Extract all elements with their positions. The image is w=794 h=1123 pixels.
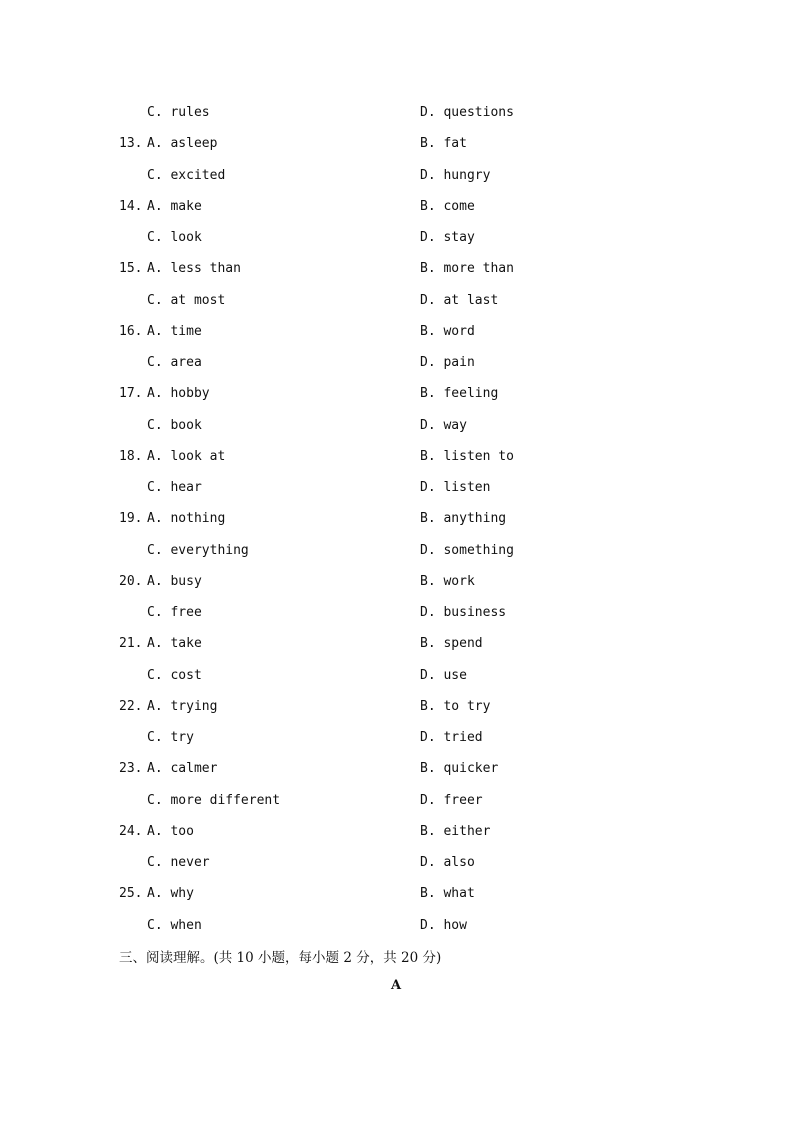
option-right: D. how (420, 917, 467, 933)
question-number: 19. (119, 511, 143, 527)
option-right: B. work (420, 573, 475, 589)
option-left: C. cost (147, 667, 202, 683)
question-option-row (0, 199, 794, 230)
option-left: C. rules (147, 105, 210, 120)
question-option-row (0, 105, 794, 136)
question-option-row (0, 324, 794, 355)
option-right: D. at last (420, 292, 499, 308)
option-right: D. stay (420, 230, 475, 245)
option-left: C. when (147, 917, 202, 933)
question-option-row (0, 824, 794, 855)
question-option-row (0, 230, 794, 261)
question-number: 16. (119, 323, 143, 339)
question-option-row (0, 386, 794, 417)
option-left: A. look at (147, 448, 226, 464)
option-right: B. anything (420, 511, 507, 527)
question-option-row (0, 886, 794, 917)
option-right: D. business (420, 605, 507, 620)
option-left: C. hear (147, 480, 202, 495)
option-right: D. pain (420, 355, 475, 370)
option-left: C. at most (147, 292, 226, 308)
question-number: 13. (119, 136, 143, 152)
question-number: 21. (119, 636, 143, 652)
question-option-row (0, 480, 794, 511)
option-left: C. book (147, 417, 202, 433)
option-right: D. tried (420, 730, 483, 745)
option-right: D. way (420, 417, 467, 433)
option-left: C. try (147, 730, 194, 745)
question-number: 15. (119, 261, 143, 277)
question-number: 20. (119, 573, 143, 589)
option-left: C. look (147, 230, 202, 245)
question-number: 14. (119, 198, 143, 214)
option-right: D. use (420, 667, 467, 683)
option-right: D. freer (420, 792, 483, 808)
option-left: A. why (147, 886, 194, 902)
option-right: B. fat (420, 136, 467, 152)
option-right: B. listen to (420, 448, 514, 464)
question-option-row (0, 261, 794, 292)
question-option-row (0, 355, 794, 386)
option-left: A. less than (147, 261, 241, 277)
question-option-row (0, 511, 794, 542)
question-number: 18. (119, 448, 143, 464)
question-option-row (0, 668, 794, 699)
question-option-row (0, 636, 794, 667)
question-option-row (0, 293, 794, 324)
option-left: A. asleep (147, 136, 218, 152)
option-right: B. more than (420, 261, 514, 277)
question-number: 17. (119, 386, 143, 402)
option-left: A. too (147, 823, 194, 839)
question-option-row (0, 418, 794, 449)
question-option-row (0, 574, 794, 605)
option-right: D. hungry (420, 167, 491, 183)
section-heading: 三、阅读理解。(共 10 小题，每小题 2 分，共 20 分) (119, 950, 442, 966)
question-option-row (0, 543, 794, 574)
question-option-row (0, 605, 794, 636)
question-number: 25. (119, 886, 143, 902)
option-left: A. calmer (147, 761, 218, 777)
option-left: A. hobby (147, 386, 210, 402)
option-left: C. never (147, 855, 210, 870)
option-right: D. something (420, 542, 514, 558)
question-option-row (0, 761, 794, 792)
option-left: C. area (147, 355, 202, 370)
option-right: B. feeling (420, 386, 499, 402)
question-option-row (0, 855, 794, 886)
option-right: D. listen (420, 480, 491, 495)
question-option-row (0, 730, 794, 761)
question-option-row (0, 136, 794, 167)
option-left: C. excited (147, 167, 226, 183)
option-right: B. word (420, 323, 475, 339)
option-left: C. everything (147, 542, 249, 558)
option-right: B. what (420, 886, 475, 902)
option-right: B. come (420, 198, 475, 214)
option-right: B. either (420, 823, 491, 839)
question-option-row (0, 793, 794, 824)
question-option-row (0, 699, 794, 730)
option-left: A. trying (147, 698, 218, 714)
option-right: B. spend (420, 636, 483, 652)
question-option-row (0, 449, 794, 480)
option-left: A. busy (147, 573, 202, 589)
question-option-row (0, 168, 794, 199)
option-right: D. also (420, 855, 475, 870)
option-left: C. more different (147, 792, 281, 808)
question-number: 22. (119, 698, 143, 714)
option-left: A. take (147, 636, 202, 652)
passage-label: A (391, 978, 402, 993)
option-right: B. quicker (420, 761, 499, 777)
question-number: 24. (119, 823, 143, 839)
question-number: 23. (119, 761, 143, 777)
option-right: D. questions (420, 105, 514, 120)
option-right: B. to try (420, 698, 491, 714)
option-left: A. nothing (147, 511, 226, 527)
option-left: C. free (147, 605, 202, 620)
option-left: A. time (147, 323, 202, 339)
question-option-row (0, 918, 794, 949)
option-left: A. make (147, 198, 202, 214)
